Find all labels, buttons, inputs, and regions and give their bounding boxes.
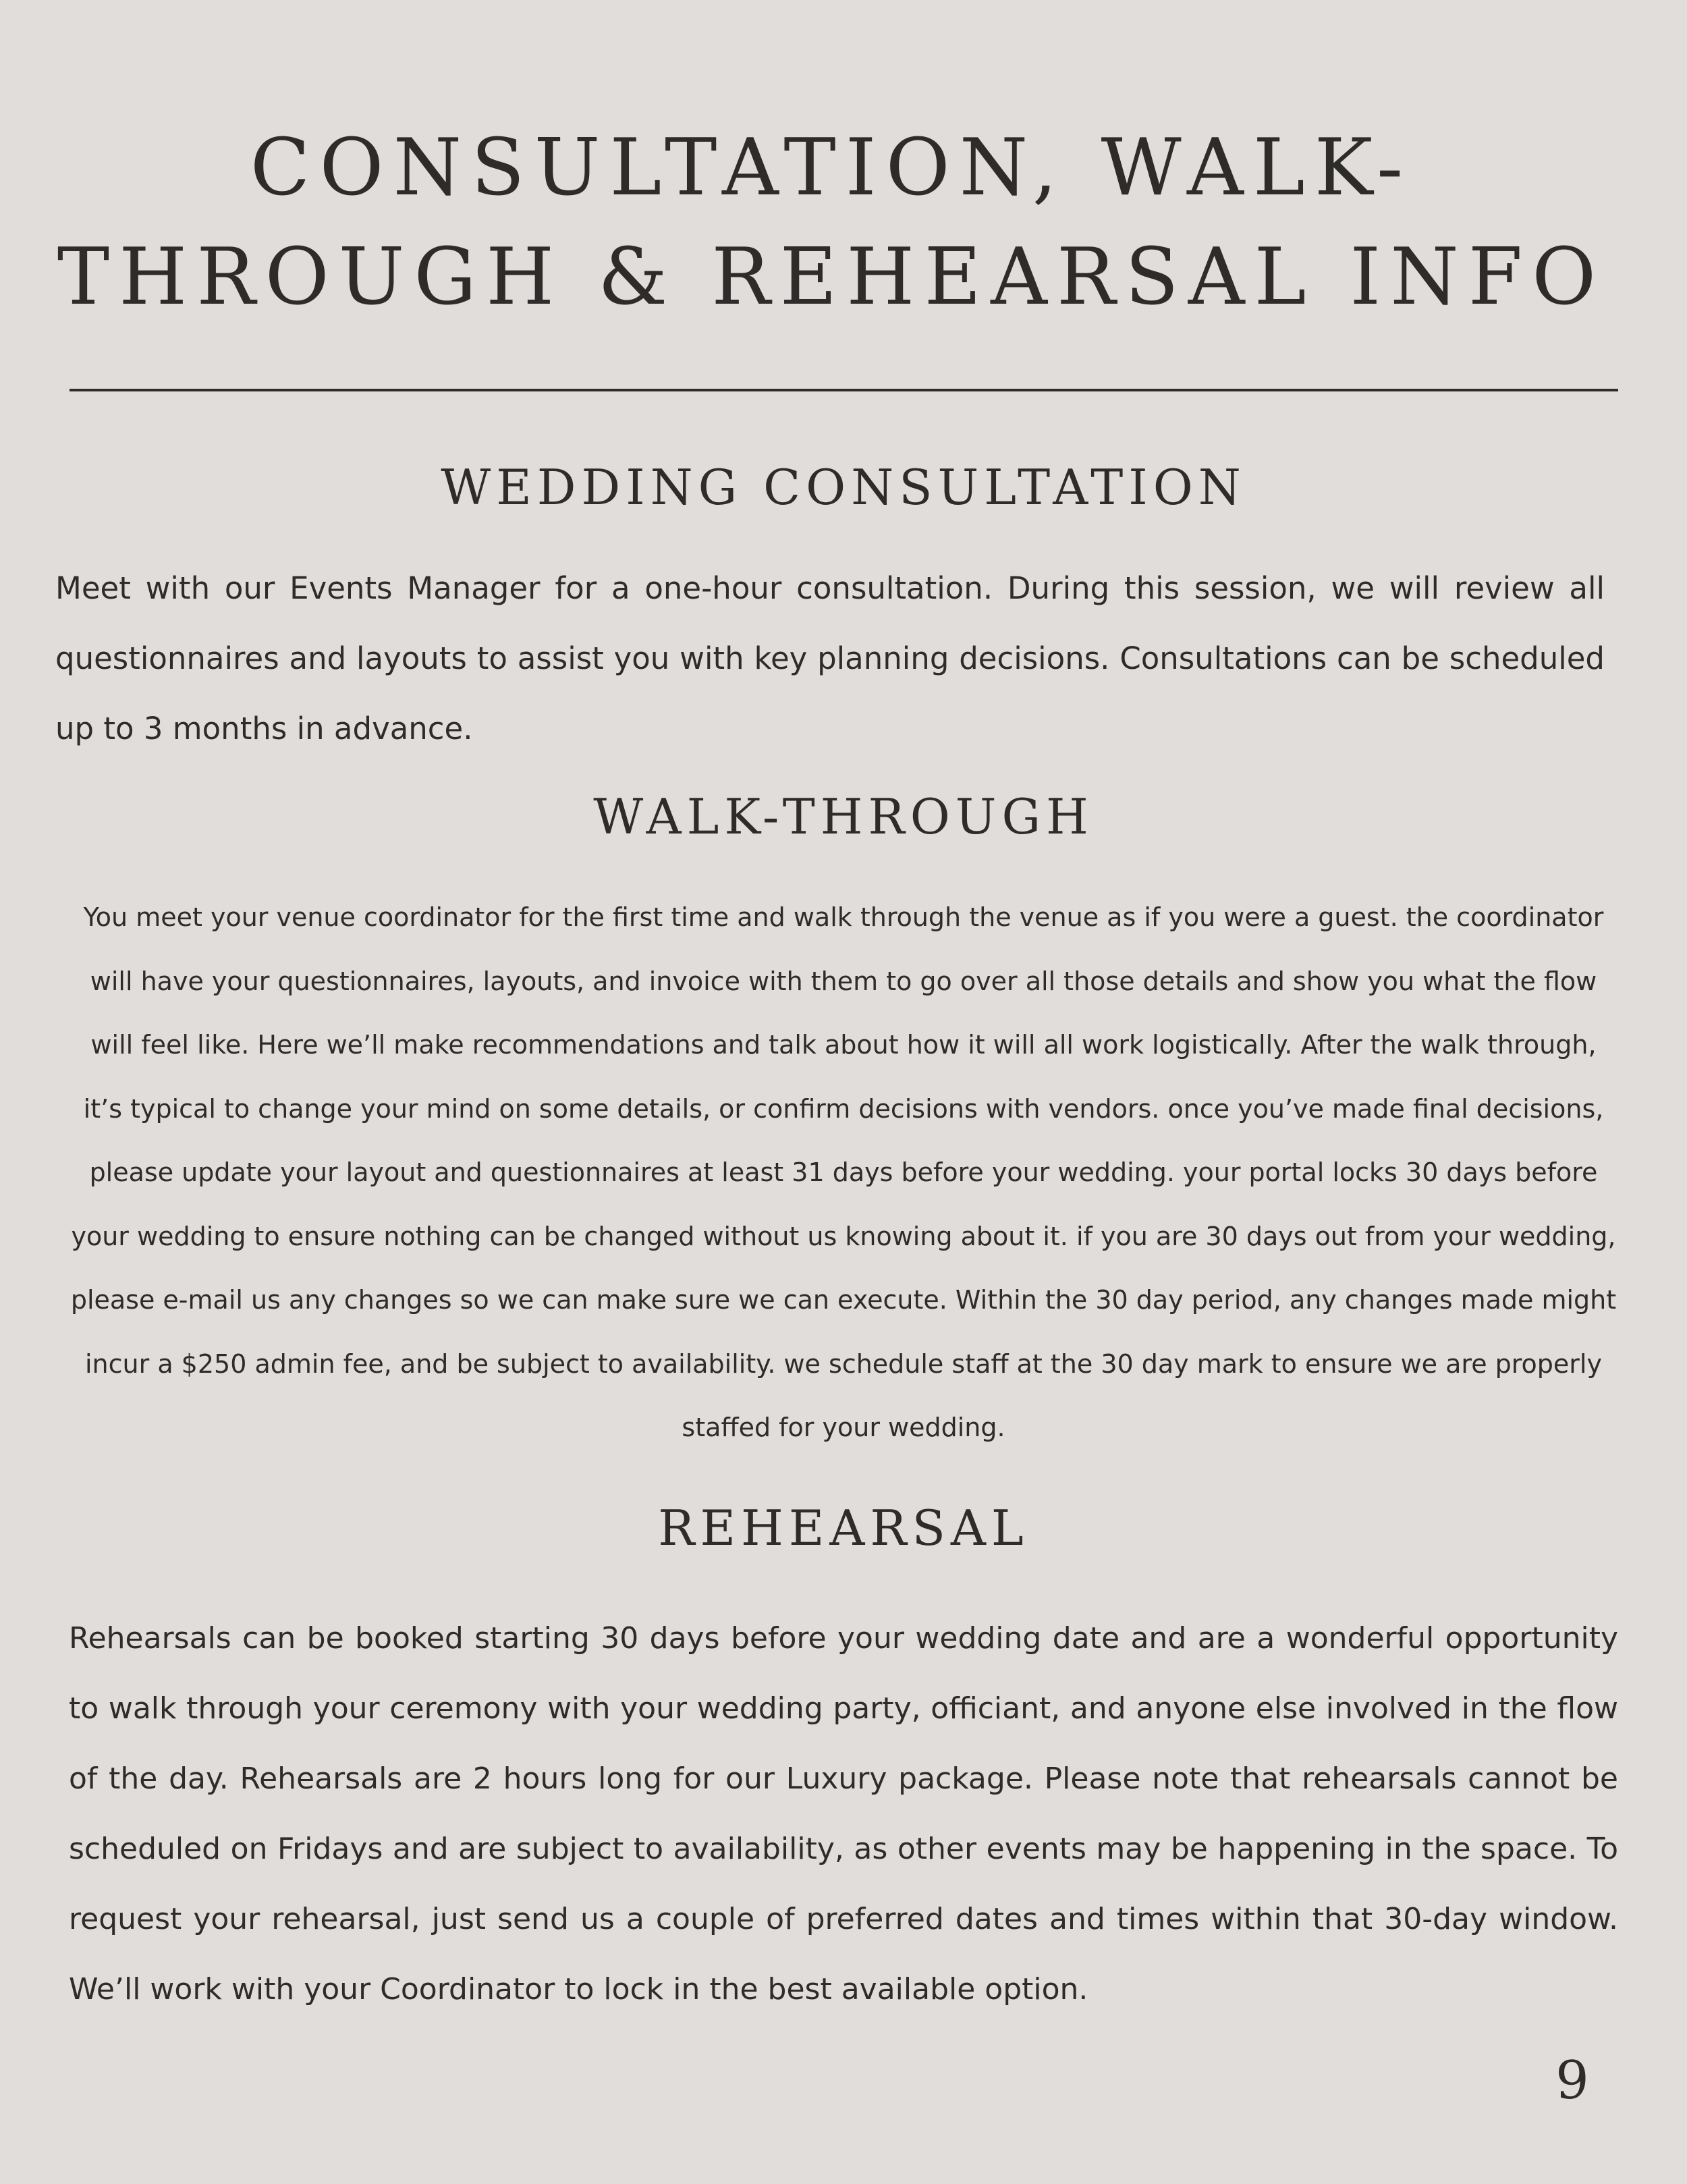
wedding-consultation-text: Meet with our Events Manager for a one-hour consultation. During this session, we will review all questionnaires and layouts to assist you with key planning decisions. Consultations can be scheduled up to 3 months in advance. [55,570,1605,746]
wedding-consultation-heading: WEDDING CONSULTATION [441,459,1246,516]
page-title: CONSULTATION, WALK-THROUGH & REHEARSAL INFO [57,122,1606,323]
rehearsal-heading: REHEARSAL [658,1500,1029,1556]
title-divider [70,389,1618,391]
walk-through-heading: WALK-THROUGH [593,788,1094,845]
walk-through-text: You meet your venue coordinator for the first time and walk through the venue as if you were a guest. the coordinator will have your questionnaires, layouts, and invoice with them to go over all those details and show you what the flow will feel like. Here we’ll make recommendations and talk about how it will all work logistically. After the walk through, it’s typical to change your mind on some details, or confirm decisions with vendors. once you’ve made final decisions, please update your layout and questionnaires at least 31 days before your wedding. your portal locks 30 days before your wedding to ensure nothing can be changed without us knowing about it. if you are 30 days out from your wedding, please e-mail us any changes so we can make sure we can execute. Within the 30 day period, any changes made might incur a $250 admin fee, and be subject to availability. we schedule staff at the 30 day mark to ensure we are properly staffed for your wedding. [70,902,1617,1442]
page-number: 9 [1555,2050,1589,2111]
rehearsal-text: Rehearsals can be booked starting 30 days before your wedding date and are a wonderful opportunity to walk through your ceremony with your wedding party, officiant, and anyone else involved in the flow of the day. Rehearsals are 2 hours long for our Luxury package. Please note that rehearsals cannot be scheduled on Fridays and are subject to availability, as other events may be happening in the space. To request your rehearsal, just send us a couple of preferred dates and times within that 30-day window. We’ll work with your Coordinator to lock in the best available option. [69,1621,1618,2006]
